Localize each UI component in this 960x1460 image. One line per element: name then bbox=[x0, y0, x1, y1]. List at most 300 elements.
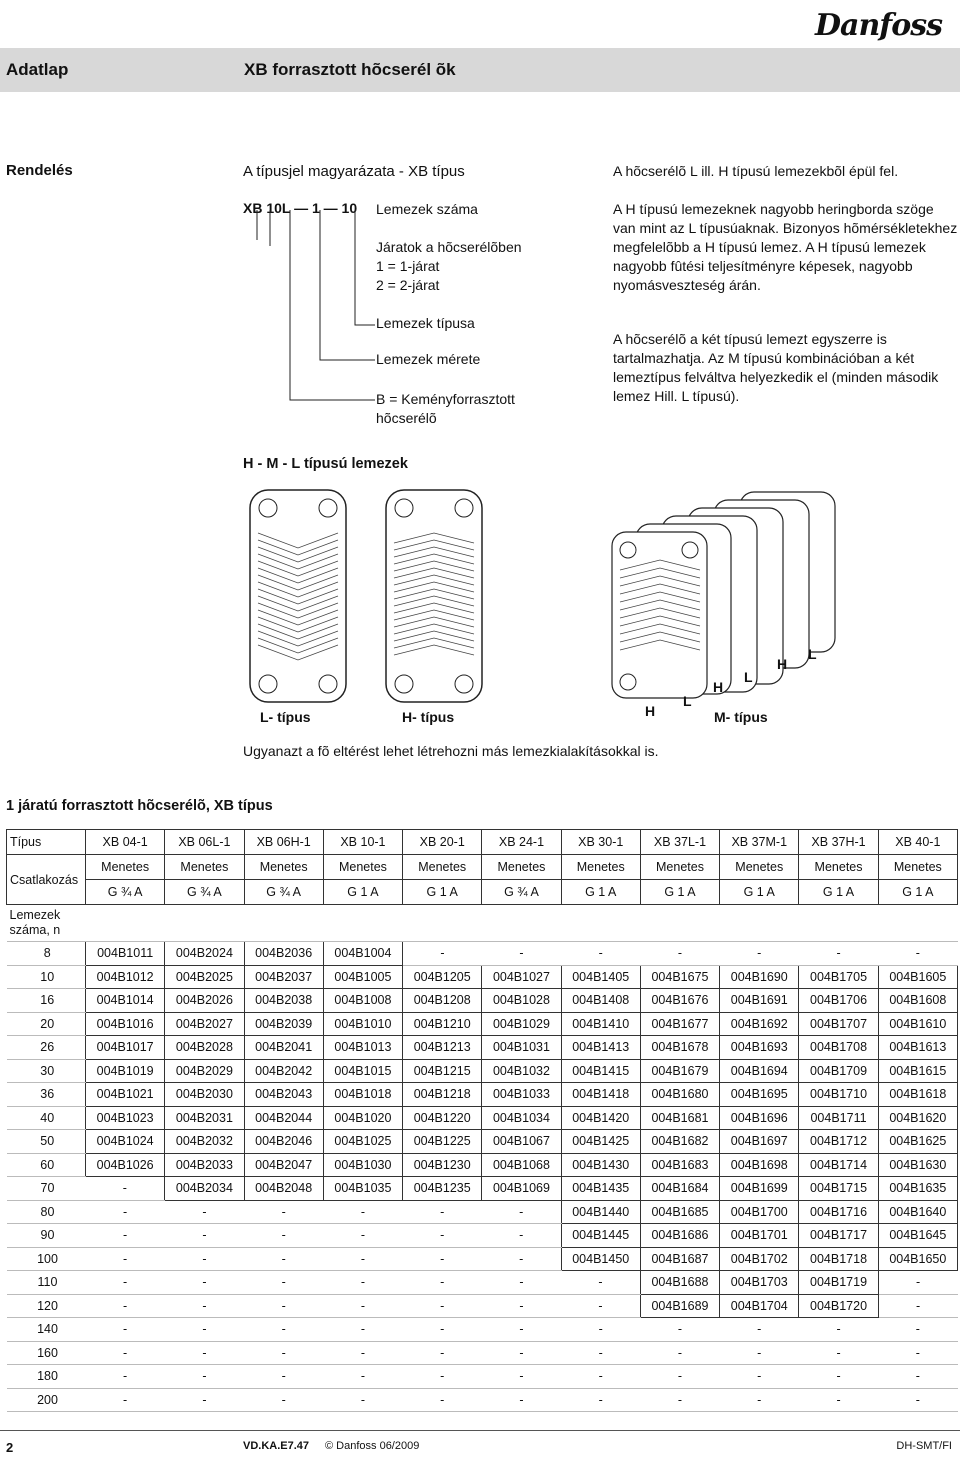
part-number-cell: - bbox=[640, 1341, 719, 1365]
header-band bbox=[0, 48, 960, 92]
plate-count-cell: 120 bbox=[7, 1294, 86, 1318]
part-number-cell: 004B1015 bbox=[323, 1059, 402, 1083]
part-number-cell: - bbox=[482, 1224, 561, 1248]
part-number-cell: 004B1028 bbox=[482, 989, 561, 1013]
part-number-cell: 004B1013 bbox=[323, 1036, 402, 1060]
part-number-cell: - bbox=[878, 1341, 957, 1365]
part-number-cell: 004B2033 bbox=[165, 1153, 244, 1177]
stack-letter: H bbox=[645, 703, 656, 719]
part-number-cell: 004B1710 bbox=[799, 1083, 878, 1107]
part-number-cell: - bbox=[482, 942, 561, 966]
plates-header-row bbox=[7, 905, 958, 942]
part-number-cell: 004B2048 bbox=[244, 1177, 323, 1201]
part-number-cell: 004B1405 bbox=[561, 965, 640, 989]
part-number-cell: - bbox=[720, 1365, 799, 1389]
part-number-cell: 004B2046 bbox=[244, 1130, 323, 1154]
part-number-cell: 004B1684 bbox=[640, 1177, 719, 1201]
m-plate-stack-drawing bbox=[610, 490, 850, 705]
plate-count-cell: 30 bbox=[7, 1059, 86, 1083]
part-number-cell: - bbox=[403, 1341, 482, 1365]
table-row bbox=[7, 965, 958, 989]
part-number-cell: 004B1225 bbox=[403, 1130, 482, 1154]
part-number-cell: 004B1033 bbox=[482, 1083, 561, 1107]
part-number-cell: - bbox=[799, 1365, 878, 1389]
part-number-cell: - bbox=[244, 1318, 323, 1342]
part-number-cell: - bbox=[323, 1294, 402, 1318]
part-number-cell: 004B1690 bbox=[720, 965, 799, 989]
part-number-cell: 004B1715 bbox=[799, 1177, 878, 1201]
part-number-cell: - bbox=[86, 1388, 165, 1412]
part-number-cell: 004B2030 bbox=[165, 1083, 244, 1107]
part-number-cell: - bbox=[244, 1200, 323, 1224]
table-row bbox=[7, 1012, 958, 1036]
part-number-cell: 004B1698 bbox=[720, 1153, 799, 1177]
part-number-cell: 004B1650 bbox=[878, 1247, 957, 1271]
part-number-cell: 004B1425 bbox=[561, 1130, 640, 1154]
part-number-cell: 004B1704 bbox=[720, 1294, 799, 1318]
part-number-cell: 004B1068 bbox=[482, 1153, 561, 1177]
part-number-cell: - bbox=[86, 1177, 165, 1201]
part-number-cell: - bbox=[640, 1365, 719, 1389]
connection-kind-cell: Menetes bbox=[720, 855, 799, 880]
part-number-cell: 004B1679 bbox=[640, 1059, 719, 1083]
plates-header-line1: Lemezek bbox=[9, 908, 61, 922]
part-number-cell: 004B1415 bbox=[561, 1059, 640, 1083]
plates-title: H - M - L típusú lemezek bbox=[243, 456, 408, 472]
part-number-cell: 004B1027 bbox=[482, 965, 561, 989]
page-number: 2 bbox=[6, 1440, 14, 1455]
plate-count-cell: 160 bbox=[7, 1341, 86, 1365]
text-p2: A H típusú lemezeknek nagyobb heringborda szöge van mint az L típusúaknak. Bizonyos hõmérsékletekhez megfelelõbb a H típusú lemez. A H típusú lemezek nagyobb fûtési teljesítményre képesek, nagyobb nyomásveszteség árán. bbox=[613, 201, 958, 293]
part-number-cell: 004B2041 bbox=[244, 1036, 323, 1060]
part-number-cell: 004B2036 bbox=[244, 942, 323, 966]
part-number-cell: 004B1615 bbox=[878, 1059, 957, 1083]
part-number-cell: - bbox=[86, 1200, 165, 1224]
section-title: Rendelés bbox=[6, 162, 73, 179]
table-row bbox=[7, 1106, 958, 1130]
plate-count-cell: 26 bbox=[7, 1036, 86, 1060]
part-number-cell: 004B1635 bbox=[878, 1177, 957, 1201]
label-plate-type: Lemezek típusa bbox=[376, 315, 475, 331]
part-number-cell: - bbox=[403, 1365, 482, 1389]
part-number-cell: - bbox=[403, 1388, 482, 1412]
plate-count-cell: 16 bbox=[7, 989, 86, 1013]
part-number-cell: 004B1019 bbox=[86, 1059, 165, 1083]
type-cell: XB 37M-1 bbox=[720, 830, 799, 855]
label-brazed-2: hõcserélõ bbox=[376, 410, 437, 426]
part-number-cell: - bbox=[878, 1318, 957, 1342]
connection-size-cell: G ¾ A bbox=[482, 880, 561, 905]
type-cell: XB 04-1 bbox=[86, 830, 165, 855]
danfoss-logo: Danfoss bbox=[815, 8, 942, 43]
connection-size-cell: G 1 A bbox=[323, 880, 402, 905]
part-number-cell: 004B1004 bbox=[323, 942, 402, 966]
part-number-cell: - bbox=[482, 1388, 561, 1412]
part-number-cell: 004B2027 bbox=[165, 1012, 244, 1036]
m-type-label: M- típus bbox=[714, 709, 768, 725]
table-row bbox=[7, 1083, 958, 1107]
table-row bbox=[7, 1224, 958, 1248]
part-number-cell: - bbox=[799, 1341, 878, 1365]
part-number-cell: 004B1640 bbox=[878, 1200, 957, 1224]
part-number-cell: - bbox=[165, 1200, 244, 1224]
part-number-cell: 004B1699 bbox=[720, 1177, 799, 1201]
part-number-cell: 004B1676 bbox=[640, 989, 719, 1013]
part-number-cell: 004B2028 bbox=[165, 1036, 244, 1060]
part-number-cell: - bbox=[482, 1271, 561, 1295]
label-plate-size: Lemezek mérete bbox=[376, 351, 481, 367]
part-number-cell: 004B1675 bbox=[640, 965, 719, 989]
type-code: XB 10L — 1 — 10 bbox=[243, 200, 358, 216]
part-number-cell: 004B1208 bbox=[403, 989, 482, 1013]
plate-count-cell: 10 bbox=[7, 965, 86, 989]
part-number-cell: - bbox=[640, 1388, 719, 1412]
part-number-cell: - bbox=[561, 942, 640, 966]
part-number-cell: 004B1016 bbox=[86, 1012, 165, 1036]
part-number-cell: - bbox=[720, 1341, 799, 1365]
part-number-cell: 004B2025 bbox=[165, 965, 244, 989]
part-number-cell: 004B1218 bbox=[403, 1083, 482, 1107]
part-number-cell: - bbox=[482, 1200, 561, 1224]
part-number-cell: - bbox=[86, 1271, 165, 1295]
part-number-cell: 004B1418 bbox=[561, 1083, 640, 1107]
part-number-cell: - bbox=[86, 1365, 165, 1389]
part-number-cell: 004B1719 bbox=[799, 1271, 878, 1295]
part-number-cell: 004B1408 bbox=[561, 989, 640, 1013]
text-p1: A hõcserélõ L ill. H típusú lemezekbõl épül fel. bbox=[613, 163, 899, 179]
table-header-row bbox=[7, 830, 958, 855]
part-number-cell: 004B1645 bbox=[878, 1224, 957, 1248]
part-number-cell: - bbox=[403, 1271, 482, 1295]
empty-cell bbox=[640, 905, 719, 942]
part-number-cell: 004B1691 bbox=[720, 989, 799, 1013]
part-number-cell: 004B2034 bbox=[165, 1177, 244, 1201]
type-cell: XB 30-1 bbox=[561, 830, 640, 855]
part-number-cell: 004B1020 bbox=[323, 1106, 402, 1130]
part-number-cell: - bbox=[165, 1341, 244, 1365]
part-number-cell: - bbox=[323, 1365, 402, 1389]
part-number-cell: 004B1686 bbox=[640, 1224, 719, 1248]
part-number-cell: 004B1703 bbox=[720, 1271, 799, 1295]
part-number-cell: 004B2043 bbox=[244, 1083, 323, 1107]
part-number-cell: - bbox=[878, 1271, 957, 1295]
table-row bbox=[7, 1294, 958, 1318]
part-number-cell: 004B1210 bbox=[403, 1012, 482, 1036]
part-number-cell: - bbox=[720, 1388, 799, 1412]
part-number-cell: - bbox=[878, 942, 957, 966]
part-number-cell: 004B1693 bbox=[720, 1036, 799, 1060]
part-number-cell: 004B1230 bbox=[403, 1153, 482, 1177]
part-number-cell: 004B1709 bbox=[799, 1059, 878, 1083]
connection-kind-cell: Menetes bbox=[244, 855, 323, 880]
part-number-cell: 004B1610 bbox=[878, 1012, 957, 1036]
plates-header-line2: száma, n bbox=[9, 923, 61, 937]
connection-kind-row bbox=[7, 855, 958, 880]
label-pass-2: 2 = 2-járat bbox=[376, 277, 440, 293]
part-number-cell: - bbox=[799, 1388, 878, 1412]
part-number-cell: 004B2037 bbox=[244, 965, 323, 989]
part-number-cell: - bbox=[244, 1247, 323, 1271]
plate-count-cell: 200 bbox=[7, 1388, 86, 1412]
part-number-cell: 004B1688 bbox=[640, 1271, 719, 1295]
part-number-cell: 004B1410 bbox=[561, 1012, 640, 1036]
connection-size-cell: G ¾ A bbox=[244, 880, 323, 905]
plate-count-cell: 90 bbox=[7, 1224, 86, 1248]
empty-cell bbox=[403, 905, 482, 942]
part-number-cell: - bbox=[403, 1318, 482, 1342]
part-number-cell: - bbox=[403, 1224, 482, 1248]
part-number-cell: 004B1005 bbox=[323, 965, 402, 989]
part-number-cell: - bbox=[799, 942, 878, 966]
table-row bbox=[7, 1318, 958, 1342]
connection-size-cell: G 1 A bbox=[561, 880, 640, 905]
type-cell: XB 37H-1 bbox=[799, 830, 878, 855]
table-row bbox=[7, 989, 958, 1013]
part-number-cell: 004B1430 bbox=[561, 1153, 640, 1177]
part-number-cell: 004B2029 bbox=[165, 1059, 244, 1083]
type-cell: XB 20-1 bbox=[403, 830, 482, 855]
part-number-cell: 004B1413 bbox=[561, 1036, 640, 1060]
part-number-cell: - bbox=[86, 1247, 165, 1271]
part-number-cell: 004B1026 bbox=[86, 1153, 165, 1177]
connection-kind-cell: Menetes bbox=[482, 855, 561, 880]
type-cell: XB 10-1 bbox=[323, 830, 402, 855]
part-number-cell: - bbox=[878, 1294, 957, 1318]
connection-size-cell: G 1 A bbox=[403, 880, 482, 905]
part-number-cell: 004B1677 bbox=[640, 1012, 719, 1036]
part-number-cell: - bbox=[561, 1388, 640, 1412]
label-pass-1: 1 = 1-járat bbox=[376, 258, 440, 274]
connection-size-cell: G 1 A bbox=[720, 880, 799, 905]
part-number-cell: - bbox=[165, 1294, 244, 1318]
part-number-cell: 004B2038 bbox=[244, 989, 323, 1013]
part-number-cell: - bbox=[323, 1318, 402, 1342]
part-number-cell: - bbox=[165, 1247, 244, 1271]
empty-cell bbox=[878, 905, 957, 942]
stack-letter: L bbox=[808, 646, 817, 662]
connection-kind-cell: Menetes bbox=[165, 855, 244, 880]
part-number-cell: - bbox=[165, 1318, 244, 1342]
empty-cell bbox=[323, 905, 402, 942]
part-number-cell: - bbox=[244, 1388, 323, 1412]
empty-cell bbox=[165, 905, 244, 942]
h-plate-drawing bbox=[384, 488, 484, 706]
part-number-cell: 004B1445 bbox=[561, 1224, 640, 1248]
connection-size-cell: G 1 A bbox=[878, 880, 957, 905]
table-title: 1 járatú forrasztott hõcserélõ, XB típus bbox=[6, 798, 273, 814]
footer-right: DH-SMT/FI bbox=[896, 1440, 952, 1452]
part-number-cell: - bbox=[482, 1365, 561, 1389]
part-number-cell: 004B1025 bbox=[323, 1130, 402, 1154]
table-row bbox=[7, 942, 958, 966]
part-number-cell: 004B1682 bbox=[640, 1130, 719, 1154]
part-number-cell: 004B2042 bbox=[244, 1059, 323, 1083]
connection-kind-cell: Menetes bbox=[403, 855, 482, 880]
part-number-cell: - bbox=[640, 942, 719, 966]
part-number-cell: 004B1678 bbox=[640, 1036, 719, 1060]
part-number-cell: 004B1032 bbox=[482, 1059, 561, 1083]
part-number-cell: - bbox=[561, 1365, 640, 1389]
part-number-cell: 004B1718 bbox=[799, 1247, 878, 1271]
part-number-cell: 004B1683 bbox=[640, 1153, 719, 1177]
plate-count-cell: 40 bbox=[7, 1106, 86, 1130]
part-number-cell: 004B1205 bbox=[403, 965, 482, 989]
part-number-cell: 004B1012 bbox=[86, 965, 165, 989]
table-row bbox=[7, 1059, 958, 1083]
part-number-cell: 004B1605 bbox=[878, 965, 957, 989]
type-header: Típus bbox=[7, 830, 86, 855]
part-number-cell: - bbox=[86, 1224, 165, 1248]
part-number-cell: - bbox=[561, 1271, 640, 1295]
part-number-cell: - bbox=[165, 1365, 244, 1389]
part-number-cell: 004B1014 bbox=[86, 989, 165, 1013]
label-plates-count: Lemezek száma bbox=[376, 201, 478, 217]
part-number-cell: 004B1435 bbox=[561, 1177, 640, 1201]
connection-size-cell: G 1 A bbox=[640, 880, 719, 905]
part-number-cell: 004B1023 bbox=[86, 1106, 165, 1130]
connection-kind-cell: Menetes bbox=[799, 855, 878, 880]
plate-count-cell: 36 bbox=[7, 1083, 86, 1107]
part-number-cell: 004B1711 bbox=[799, 1106, 878, 1130]
stack-letter: H bbox=[713, 679, 724, 695]
part-number-cell: 004B1215 bbox=[403, 1059, 482, 1083]
part-number-cell: - bbox=[165, 1271, 244, 1295]
part-number-cell: 004B1695 bbox=[720, 1083, 799, 1107]
part-number-cell: - bbox=[323, 1224, 402, 1248]
part-number-cell: 004B1712 bbox=[799, 1130, 878, 1154]
empty-cell bbox=[561, 905, 640, 942]
table-row bbox=[7, 1200, 958, 1224]
part-number-cell: 004B1700 bbox=[720, 1200, 799, 1224]
plate-count-cell: 20 bbox=[7, 1012, 86, 1036]
part-number-cell: - bbox=[640, 1318, 719, 1342]
part-number-cell: 004B1450 bbox=[561, 1247, 640, 1271]
connection-size-cell: G 1 A bbox=[799, 880, 878, 905]
connection-kind-cell: Menetes bbox=[86, 855, 165, 880]
part-number-cell: - bbox=[165, 1224, 244, 1248]
part-number-cell: - bbox=[482, 1341, 561, 1365]
part-number-cell: 004B1702 bbox=[720, 1247, 799, 1271]
empty-cell bbox=[482, 905, 561, 942]
footer-divider bbox=[0, 1430, 960, 1431]
explanation-title: A típusjel magyarázata - XB típus bbox=[243, 163, 465, 180]
part-number-cell: 004B1687 bbox=[640, 1247, 719, 1271]
part-number-cell: 004B1220 bbox=[403, 1106, 482, 1130]
part-number-cell: 004B1685 bbox=[640, 1200, 719, 1224]
part-number-cell: 004B1625 bbox=[878, 1130, 957, 1154]
part-number-cell: 004B1613 bbox=[878, 1036, 957, 1060]
type-cell: XB 40-1 bbox=[878, 830, 957, 855]
empty-cell bbox=[244, 905, 323, 942]
part-number-cell: 004B1618 bbox=[878, 1083, 957, 1107]
part-number-cell: 004B2026 bbox=[165, 989, 244, 1013]
part-number-cell: 004B1706 bbox=[799, 989, 878, 1013]
part-number-cell: 004B1608 bbox=[878, 989, 957, 1013]
table-row bbox=[7, 1365, 958, 1389]
part-number-cell: - bbox=[323, 1200, 402, 1224]
part-number-cell: 004B1714 bbox=[799, 1153, 878, 1177]
table-row bbox=[7, 1341, 958, 1365]
plate-count-cell: 60 bbox=[7, 1153, 86, 1177]
part-number-cell: - bbox=[165, 1388, 244, 1412]
connection-size-cell: G ¾ A bbox=[165, 880, 244, 905]
part-number-cell: 004B1031 bbox=[482, 1036, 561, 1060]
plate-count-cell: 80 bbox=[7, 1200, 86, 1224]
part-number-cell: 004B1630 bbox=[878, 1153, 957, 1177]
l-type-label: L- típus bbox=[260, 709, 311, 725]
part-number-cell: - bbox=[244, 1365, 323, 1389]
part-number-cell: - bbox=[482, 1318, 561, 1342]
l-plate-drawing bbox=[248, 488, 348, 706]
table-row bbox=[7, 1177, 958, 1201]
part-number-cell: - bbox=[86, 1318, 165, 1342]
copyright: © Danfoss 06/2009 bbox=[325, 1440, 420, 1452]
part-number-cell: - bbox=[482, 1294, 561, 1318]
connection-kind-cell: Menetes bbox=[561, 855, 640, 880]
part-number-cell: - bbox=[86, 1341, 165, 1365]
part-number-cell: - bbox=[878, 1365, 957, 1389]
product-table bbox=[6, 829, 958, 1412]
part-number-cell: 004B1035 bbox=[323, 1177, 402, 1201]
part-number-cell: 004B2039 bbox=[244, 1012, 323, 1036]
empty-cell bbox=[799, 905, 878, 942]
type-cell: XB 24-1 bbox=[482, 830, 561, 855]
part-number-cell: - bbox=[403, 1247, 482, 1271]
plate-count-cell: 8 bbox=[7, 942, 86, 966]
part-number-cell: 004B1030 bbox=[323, 1153, 402, 1177]
table-row bbox=[7, 1388, 958, 1412]
part-number-cell: 004B1024 bbox=[86, 1130, 165, 1154]
connection-header: Csatlakozás bbox=[7, 855, 86, 905]
part-number-cell: 004B1696 bbox=[720, 1106, 799, 1130]
part-number-cell: 004B1021 bbox=[86, 1083, 165, 1107]
part-number-cell: - bbox=[561, 1341, 640, 1365]
part-number-cell: 004B1069 bbox=[482, 1177, 561, 1201]
part-number-cell: - bbox=[323, 1388, 402, 1412]
part-number-cell: - bbox=[561, 1318, 640, 1342]
code-leader-lines bbox=[240, 210, 380, 405]
part-number-cell: - bbox=[720, 1318, 799, 1342]
part-number-cell: 004B1701 bbox=[720, 1224, 799, 1248]
doc-code: VD.KA.E7.47 bbox=[243, 1440, 310, 1452]
type-cell: XB 06L-1 bbox=[165, 830, 244, 855]
type-cell: XB 37L-1 bbox=[640, 830, 719, 855]
part-number-cell: 004B1034 bbox=[482, 1106, 561, 1130]
part-number-cell: 004B2024 bbox=[165, 942, 244, 966]
part-number-cell: - bbox=[403, 1200, 482, 1224]
part-number-cell: - bbox=[323, 1271, 402, 1295]
empty-cell bbox=[720, 905, 799, 942]
text-p3: A hõcserélõ a két típusú lemezt egyszerre is tartalmazhatja. Az M típusú kombinációban a két lemeztípus felváltva helyezkedik el (minden második lemez Hill. L típusú). bbox=[613, 331, 939, 404]
table-row bbox=[7, 1153, 958, 1177]
part-number-cell: 004B1680 bbox=[640, 1083, 719, 1107]
plate-count-cell: 70 bbox=[7, 1177, 86, 1201]
part-number-cell: 004B1697 bbox=[720, 1130, 799, 1154]
plate-count-cell: 50 bbox=[7, 1130, 86, 1154]
plate-count-cell: 180 bbox=[7, 1365, 86, 1389]
plate-count-cell: 110 bbox=[7, 1271, 86, 1295]
empty-cell bbox=[86, 905, 165, 942]
table-row bbox=[7, 1036, 958, 1060]
plate-count-cell: 140 bbox=[7, 1318, 86, 1342]
part-number-cell: - bbox=[244, 1341, 323, 1365]
part-number-cell: - bbox=[244, 1271, 323, 1295]
part-number-cell: 004B1017 bbox=[86, 1036, 165, 1060]
part-number-cell: 004B1213 bbox=[403, 1036, 482, 1060]
part-number-cell: 004B1011 bbox=[86, 942, 165, 966]
part-number-cell: 004B1620 bbox=[878, 1106, 957, 1130]
part-number-cell: 004B1705 bbox=[799, 965, 878, 989]
